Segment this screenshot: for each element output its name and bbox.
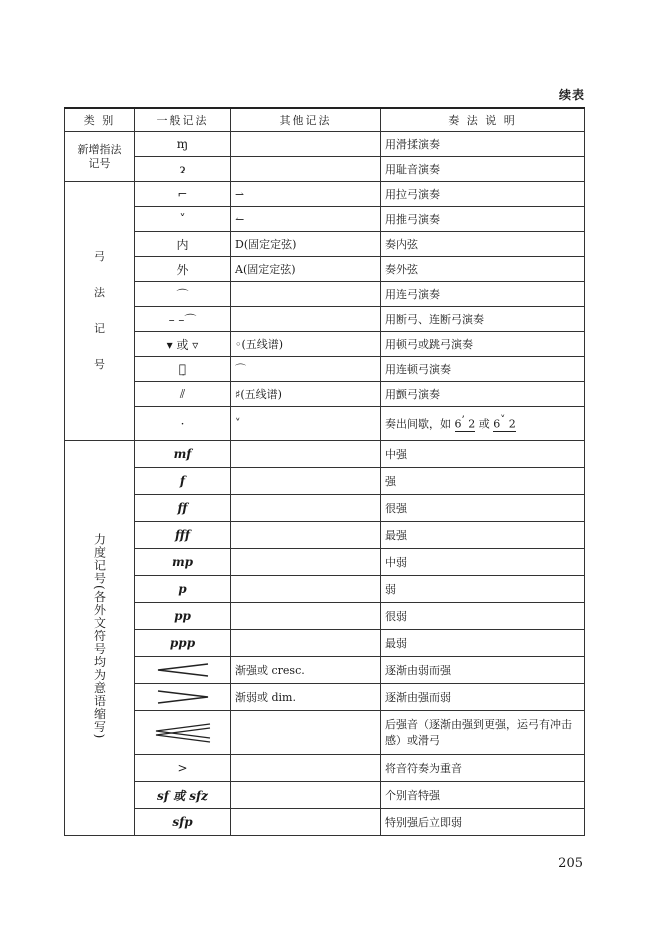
general-notation: ⌒̣ — [135, 357, 231, 382]
table-row — [65, 182, 585, 207]
description: 个别音特强 — [381, 782, 585, 809]
description: 用拉弓演奏 — [381, 182, 585, 207]
description: 最强 — [381, 522, 585, 549]
general-notation: pp — [135, 603, 231, 630]
table-row — [65, 468, 585, 495]
general-notation: mp — [135, 549, 231, 576]
description: 强 — [381, 468, 585, 495]
description: 中强 — [381, 441, 585, 468]
category-char: 号 — [94, 358, 105, 371]
other-notation — [231, 468, 381, 495]
general-notation: ⫽ — [135, 382, 231, 407]
general-notation: ˅ — [135, 207, 231, 232]
table-row — [65, 407, 585, 441]
header-desc: 奏 法 说 明 — [381, 108, 585, 132]
description: 奏内弦 — [381, 232, 585, 257]
table-row — [65, 782, 585, 809]
description: 用断弓、连断弓演奏 — [381, 307, 585, 332]
table-row — [65, 157, 585, 182]
table-row — [65, 657, 585, 684]
description: 弱 — [381, 576, 585, 603]
description: 用顿弓或跳弓演奏 — [381, 332, 585, 357]
decrescendo-icon — [156, 690, 210, 704]
table-row — [65, 495, 585, 522]
other-notation — [231, 282, 381, 307]
general-notation: ⌐ — [135, 182, 231, 207]
table-row — [65, 441, 585, 468]
example-notes-b: 6˅ 2 — [493, 415, 516, 431]
category-char: 记 — [94, 322, 105, 335]
description-text: 奏出间歇，如 — [385, 417, 451, 431]
other-notation — [231, 809, 381, 836]
general-notation: fff — [135, 522, 231, 549]
table-row — [65, 232, 585, 257]
table-row — [65, 307, 585, 332]
general-notation: ɱ — [135, 132, 231, 157]
continued-label: 续表 — [558, 88, 585, 102]
other-notation: ↼ — [231, 207, 381, 232]
description: 特别强后立即弱 — [381, 809, 585, 836]
other-notation — [231, 755, 381, 782]
general-notation: 外 — [135, 257, 231, 282]
description: 将音符奏为重音 — [381, 755, 585, 782]
other-notation — [231, 711, 381, 755]
other-notation — [231, 307, 381, 332]
other-notation: ◦(五线谱) — [231, 332, 381, 357]
category-dynamics — [65, 441, 135, 836]
category-char: 法 — [94, 286, 105, 299]
description: 用耻音演奏 — [381, 157, 585, 182]
description: 奏外弦 — [381, 257, 585, 282]
description: 中弱 — [381, 549, 585, 576]
table-row — [65, 549, 585, 576]
other-notation — [231, 157, 381, 182]
crescendo-icon — [156, 663, 210, 677]
description: 逐渐由强而弱 — [381, 684, 585, 711]
other-notation: A(固定定弦) — [231, 257, 381, 282]
other-notation — [231, 576, 381, 603]
table-row — [65, 132, 585, 157]
general-notation: sf 或 sfz — [135, 782, 231, 809]
other-notation — [231, 132, 381, 157]
table-row — [65, 630, 585, 657]
other-notation: ⇀ — [231, 182, 381, 207]
other-notation — [231, 495, 381, 522]
description: 很弱 — [381, 603, 585, 630]
description: 用颤弓演奏 — [381, 382, 585, 407]
table-row — [65, 755, 585, 782]
table-row — [65, 684, 585, 711]
crescendo-hairpin — [135, 657, 231, 684]
general-notation: ppp — [135, 630, 231, 657]
other-notation: ⌒ — [231, 357, 381, 382]
table-row — [65, 603, 585, 630]
general-notation: mf — [135, 441, 231, 468]
table-row — [65, 257, 585, 282]
other-notation: ♯(五线谱) — [231, 382, 381, 407]
header-other: 其他记法 — [231, 108, 381, 132]
general-notation: ɂ — [135, 157, 231, 182]
category-bowing — [65, 182, 135, 441]
general-notation: > — [135, 755, 231, 782]
general-notation: ⌒ — [135, 282, 231, 307]
table-row — [65, 357, 585, 382]
other-notation — [231, 603, 381, 630]
general-notation: sfp — [135, 809, 231, 836]
table-row — [65, 332, 585, 357]
table-row — [65, 576, 585, 603]
example-notes-a: 6’ 2 — [454, 415, 476, 431]
table-row — [65, 522, 585, 549]
category-dynamics-text: 力度记号(各外文符号均为意语缩写) — [92, 532, 107, 740]
header-category: 类 别 — [65, 108, 135, 132]
description: 用滑揉演奏 — [381, 132, 585, 157]
other-notation: 渐弱或 dim. — [231, 684, 381, 711]
general-notation: · — [135, 407, 231, 441]
table-row — [65, 382, 585, 407]
other-notation: 渐强或 cresc. — [231, 657, 381, 684]
double-crescendo-icon — [154, 722, 212, 744]
general-notation: – –⌒ — [135, 307, 231, 332]
header-row — [65, 108, 585, 132]
table-row — [65, 282, 585, 307]
other-notation: ˅ — [231, 407, 381, 441]
category-fingering: 新增指法记号 — [65, 132, 135, 182]
decrescendo-hairpin — [135, 684, 231, 711]
other-notation — [231, 522, 381, 549]
general-notation: 内 — [135, 232, 231, 257]
description — [381, 407, 585, 441]
description: 用推弓演奏 — [381, 207, 585, 232]
notation-table — [64, 107, 585, 836]
description: 最弱 — [381, 630, 585, 657]
general-notation: f — [135, 468, 231, 495]
page-number: 205 — [558, 856, 583, 871]
description: 用连弓演奏 — [381, 282, 585, 307]
description: 逐渐由弱而强 — [381, 657, 585, 684]
description: 很强 — [381, 495, 585, 522]
double-crescendo — [135, 711, 231, 755]
category-char: 弓 — [94, 250, 105, 263]
table-row — [65, 809, 585, 836]
other-notation — [231, 549, 381, 576]
other-notation — [231, 630, 381, 657]
example-join: 或 — [478, 417, 490, 431]
general-notation: ▾ 或 ▿ — [135, 332, 231, 357]
table-row — [65, 207, 585, 232]
description: 用连顿弓演奏 — [381, 357, 585, 382]
other-notation: D(固定定弦) — [231, 232, 381, 257]
table-row — [65, 711, 585, 755]
general-notation: p — [135, 576, 231, 603]
general-notation: ff — [135, 495, 231, 522]
header-general: 一般记法 — [135, 108, 231, 132]
other-notation — [231, 441, 381, 468]
other-notation — [231, 782, 381, 809]
description: 后强音（逐渐由强到更强，运弓有冲击感）或滑弓 — [381, 711, 585, 755]
